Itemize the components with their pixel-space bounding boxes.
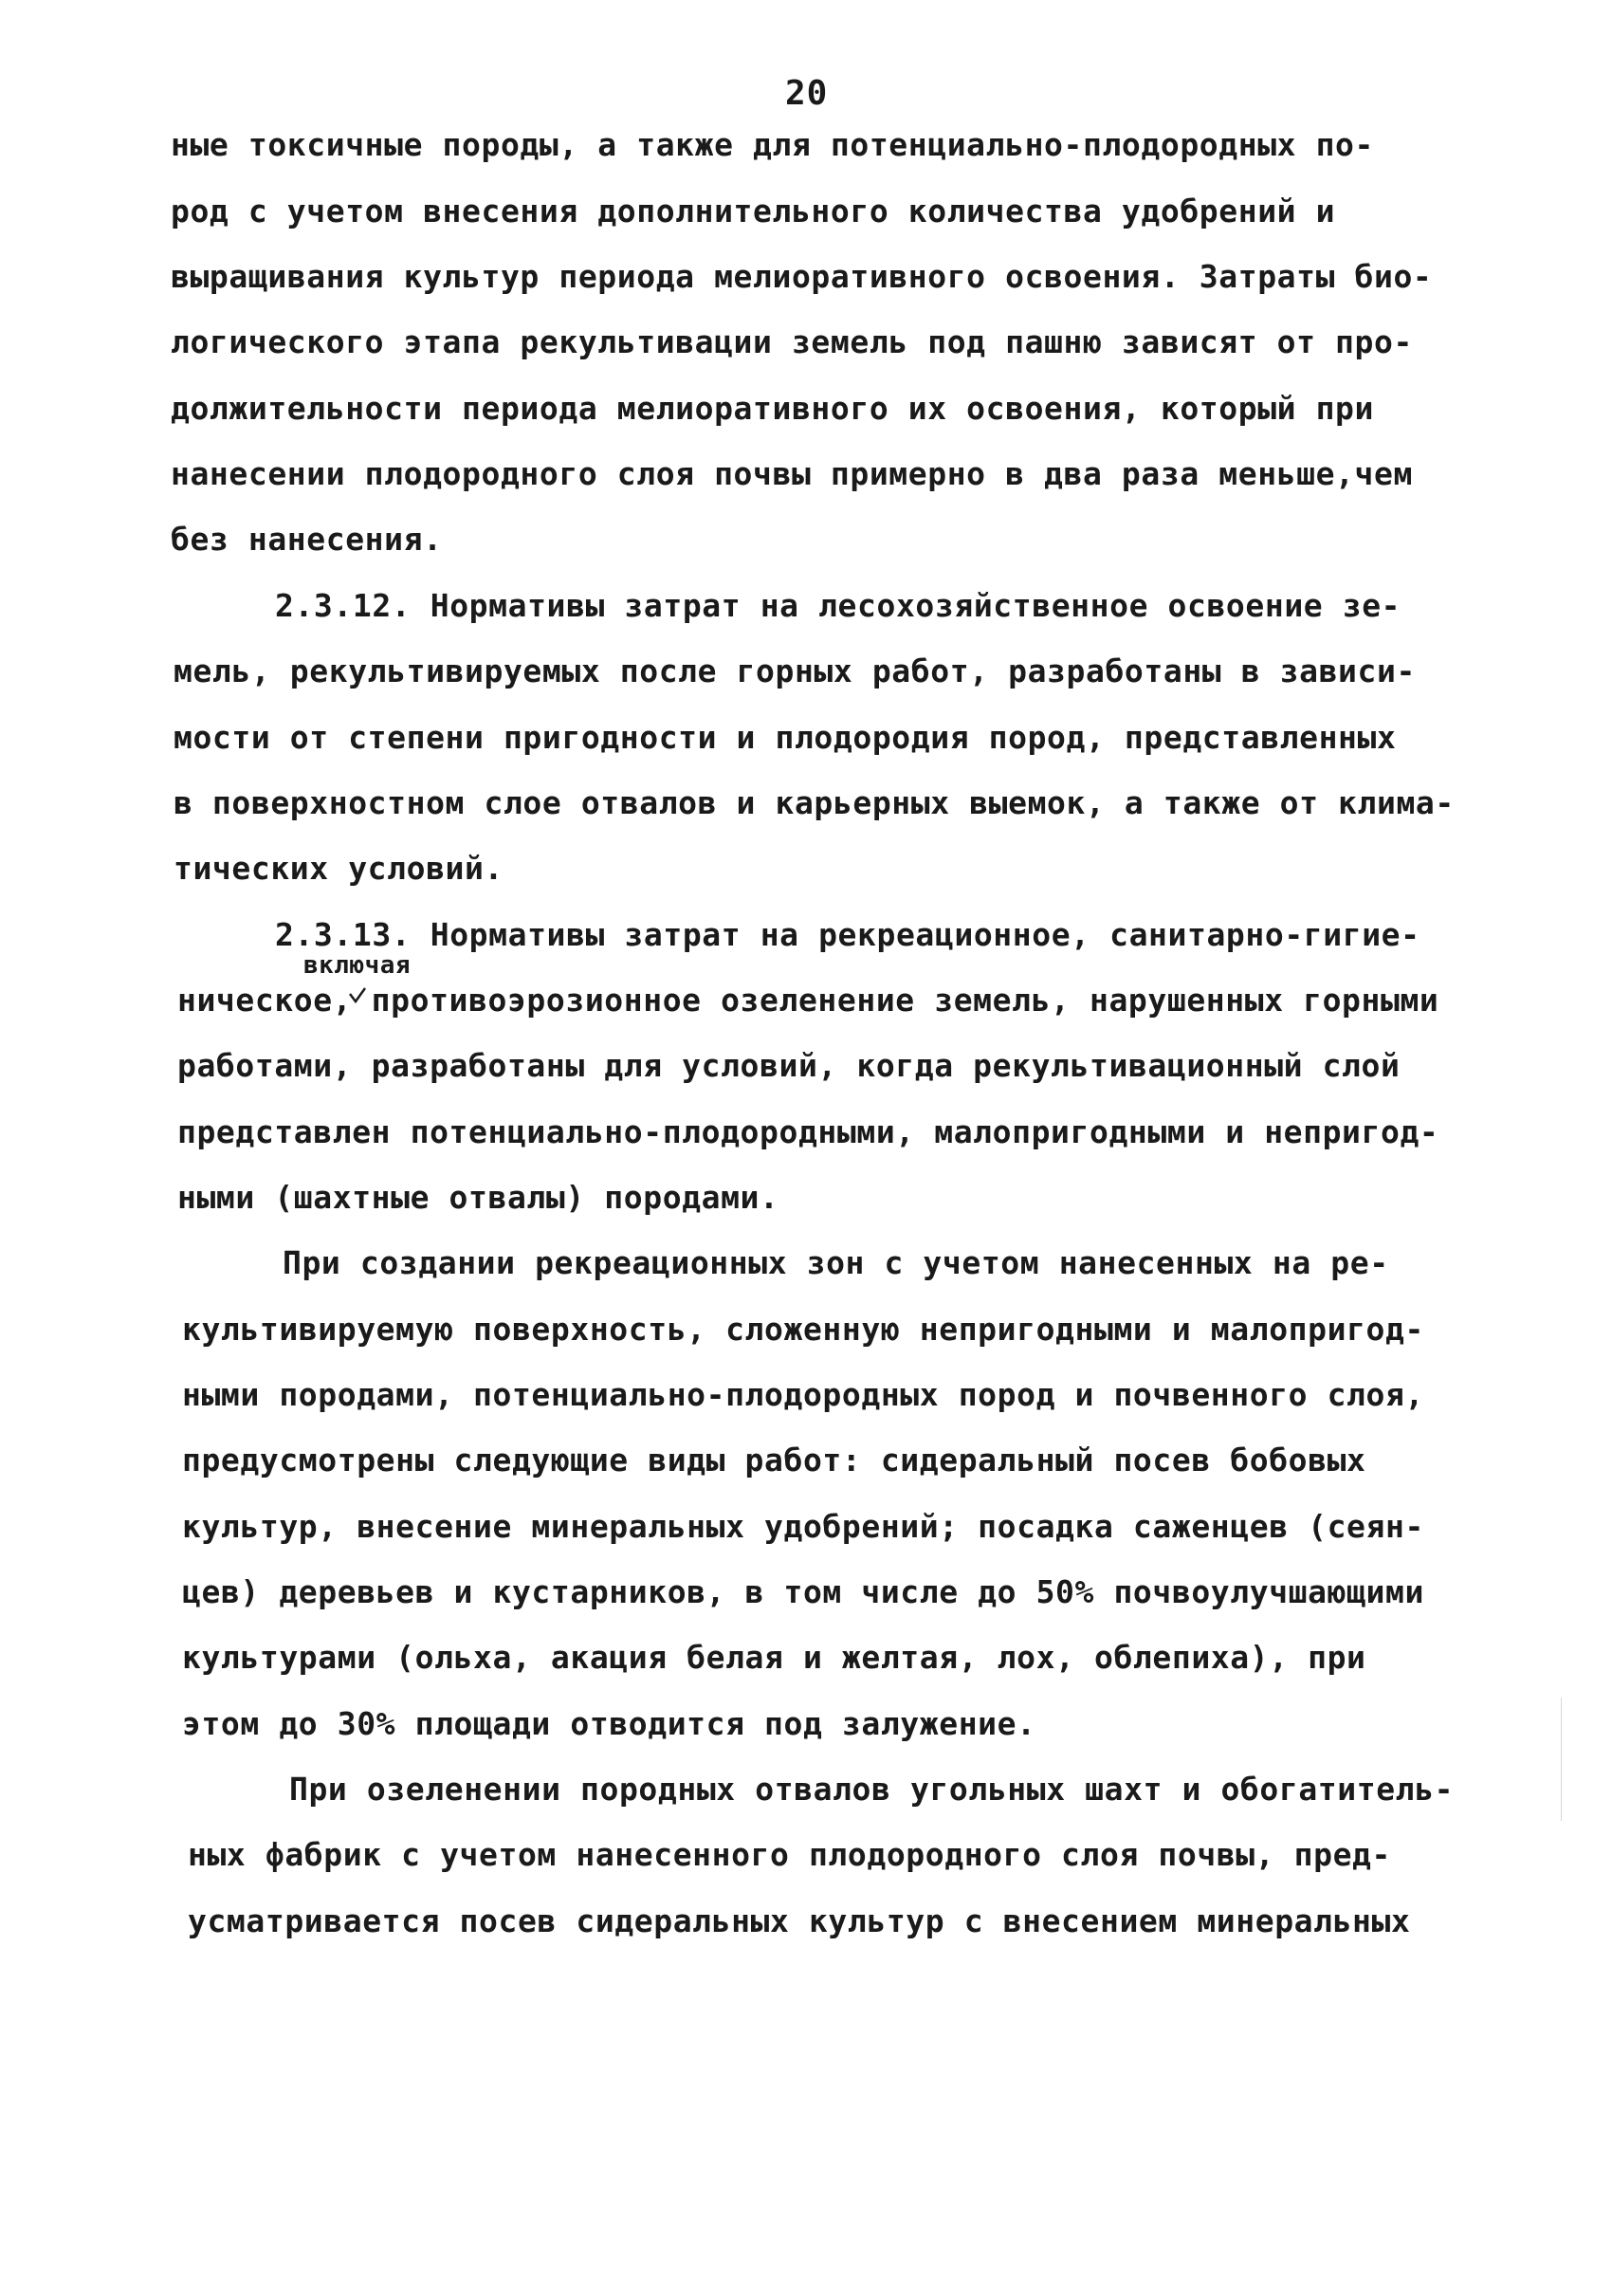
- text-line: мости от степени пригодности и плодородия пород, представленных: [174, 719, 1397, 756]
- text-line: При создании рекреационных зон с учетом нанесенных на ре-: [283, 1244, 1389, 1281]
- text-line: ных фабрик с учетом нанесенного плодородного слоя почвы, пред-: [188, 1836, 1391, 1873]
- text-line: тических условий.: [174, 850, 504, 887]
- text-line: выращивания культур периода мелиоративного освоения. Затраты био-: [171, 258, 1433, 295]
- text-line: культурами (ольха, акация белая и желтая, лох, облепиха), при: [182, 1639, 1366, 1676]
- text-line: 2.3.13. Нормативы затрат на рекреационное, санитарно-гигие-: [275, 916, 1420, 953]
- text-line: этом до 30% площади отводится под залужение.: [182, 1705, 1036, 1742]
- text-line: культивируемую поверхность, сложенную непригодными и малопригод-: [182, 1311, 1424, 1348]
- text-line: род с учетом внесения дополнительного количества удобрений и: [171, 193, 1336, 230]
- text-line: усматривается посев сидеральных культур с внесением минеральных: [188, 1902, 1411, 1939]
- text-line: ническое, противоэрозионное озеленение земель, нарушенных горными: [177, 982, 1439, 1019]
- text-line: При озеленении породных отвалов угольных шахт и обогатитель-: [289, 1771, 1455, 1808]
- scan-margin-line: [1561, 1698, 1562, 1821]
- text-line: мель, рекультивируемых после горных работ, разработаны в зависи-: [174, 652, 1416, 689]
- text-line: ными породами, потенциально-плодородных пород и почвенного слоя,: [182, 1376, 1424, 1413]
- text-line: ными (шахтные отвалы) породами.: [177, 1179, 779, 1216]
- text-line: без нанесения.: [171, 521, 443, 558]
- text-line: цев) деревьев и кустарников, в том числе до 50% почвоулучшающими: [182, 1573, 1424, 1610]
- text-line: должительности периода мелиоративного их освоения, который при: [171, 390, 1374, 427]
- text-line: представлен потенциально-плодородными, малопригодными и непригод-: [177, 1113, 1439, 1150]
- text-line: работами, разработаны для условий, когда рекультивационный слой: [177, 1047, 1401, 1084]
- handwritten-insertion: включая: [303, 951, 412, 980]
- text-line: ные токсичные породы, а также для потенциально-плодородных по-: [171, 126, 1374, 163]
- text-line: 2.3.12. Нормативы затрат на лесохозяйственное освоение зе-: [275, 587, 1401, 624]
- page-number: 20: [785, 74, 829, 113]
- text-line: в поверхностном слое отвалов и карьерных выемок, а также от клима-: [174, 784, 1455, 821]
- text-line: культур, внесение минеральных удобрений; посадка саженцев (сеян-: [182, 1508, 1424, 1545]
- text-line: нанесении плодородного слоя почвы примерно в два раза меньше,чем: [171, 455, 1413, 492]
- text-line: логического этапа рекультивации земель под пашню зависят от про-: [171, 323, 1413, 360]
- text-line: предусмотрены следующие виды работ: сидеральный посев бобовых: [182, 1442, 1366, 1479]
